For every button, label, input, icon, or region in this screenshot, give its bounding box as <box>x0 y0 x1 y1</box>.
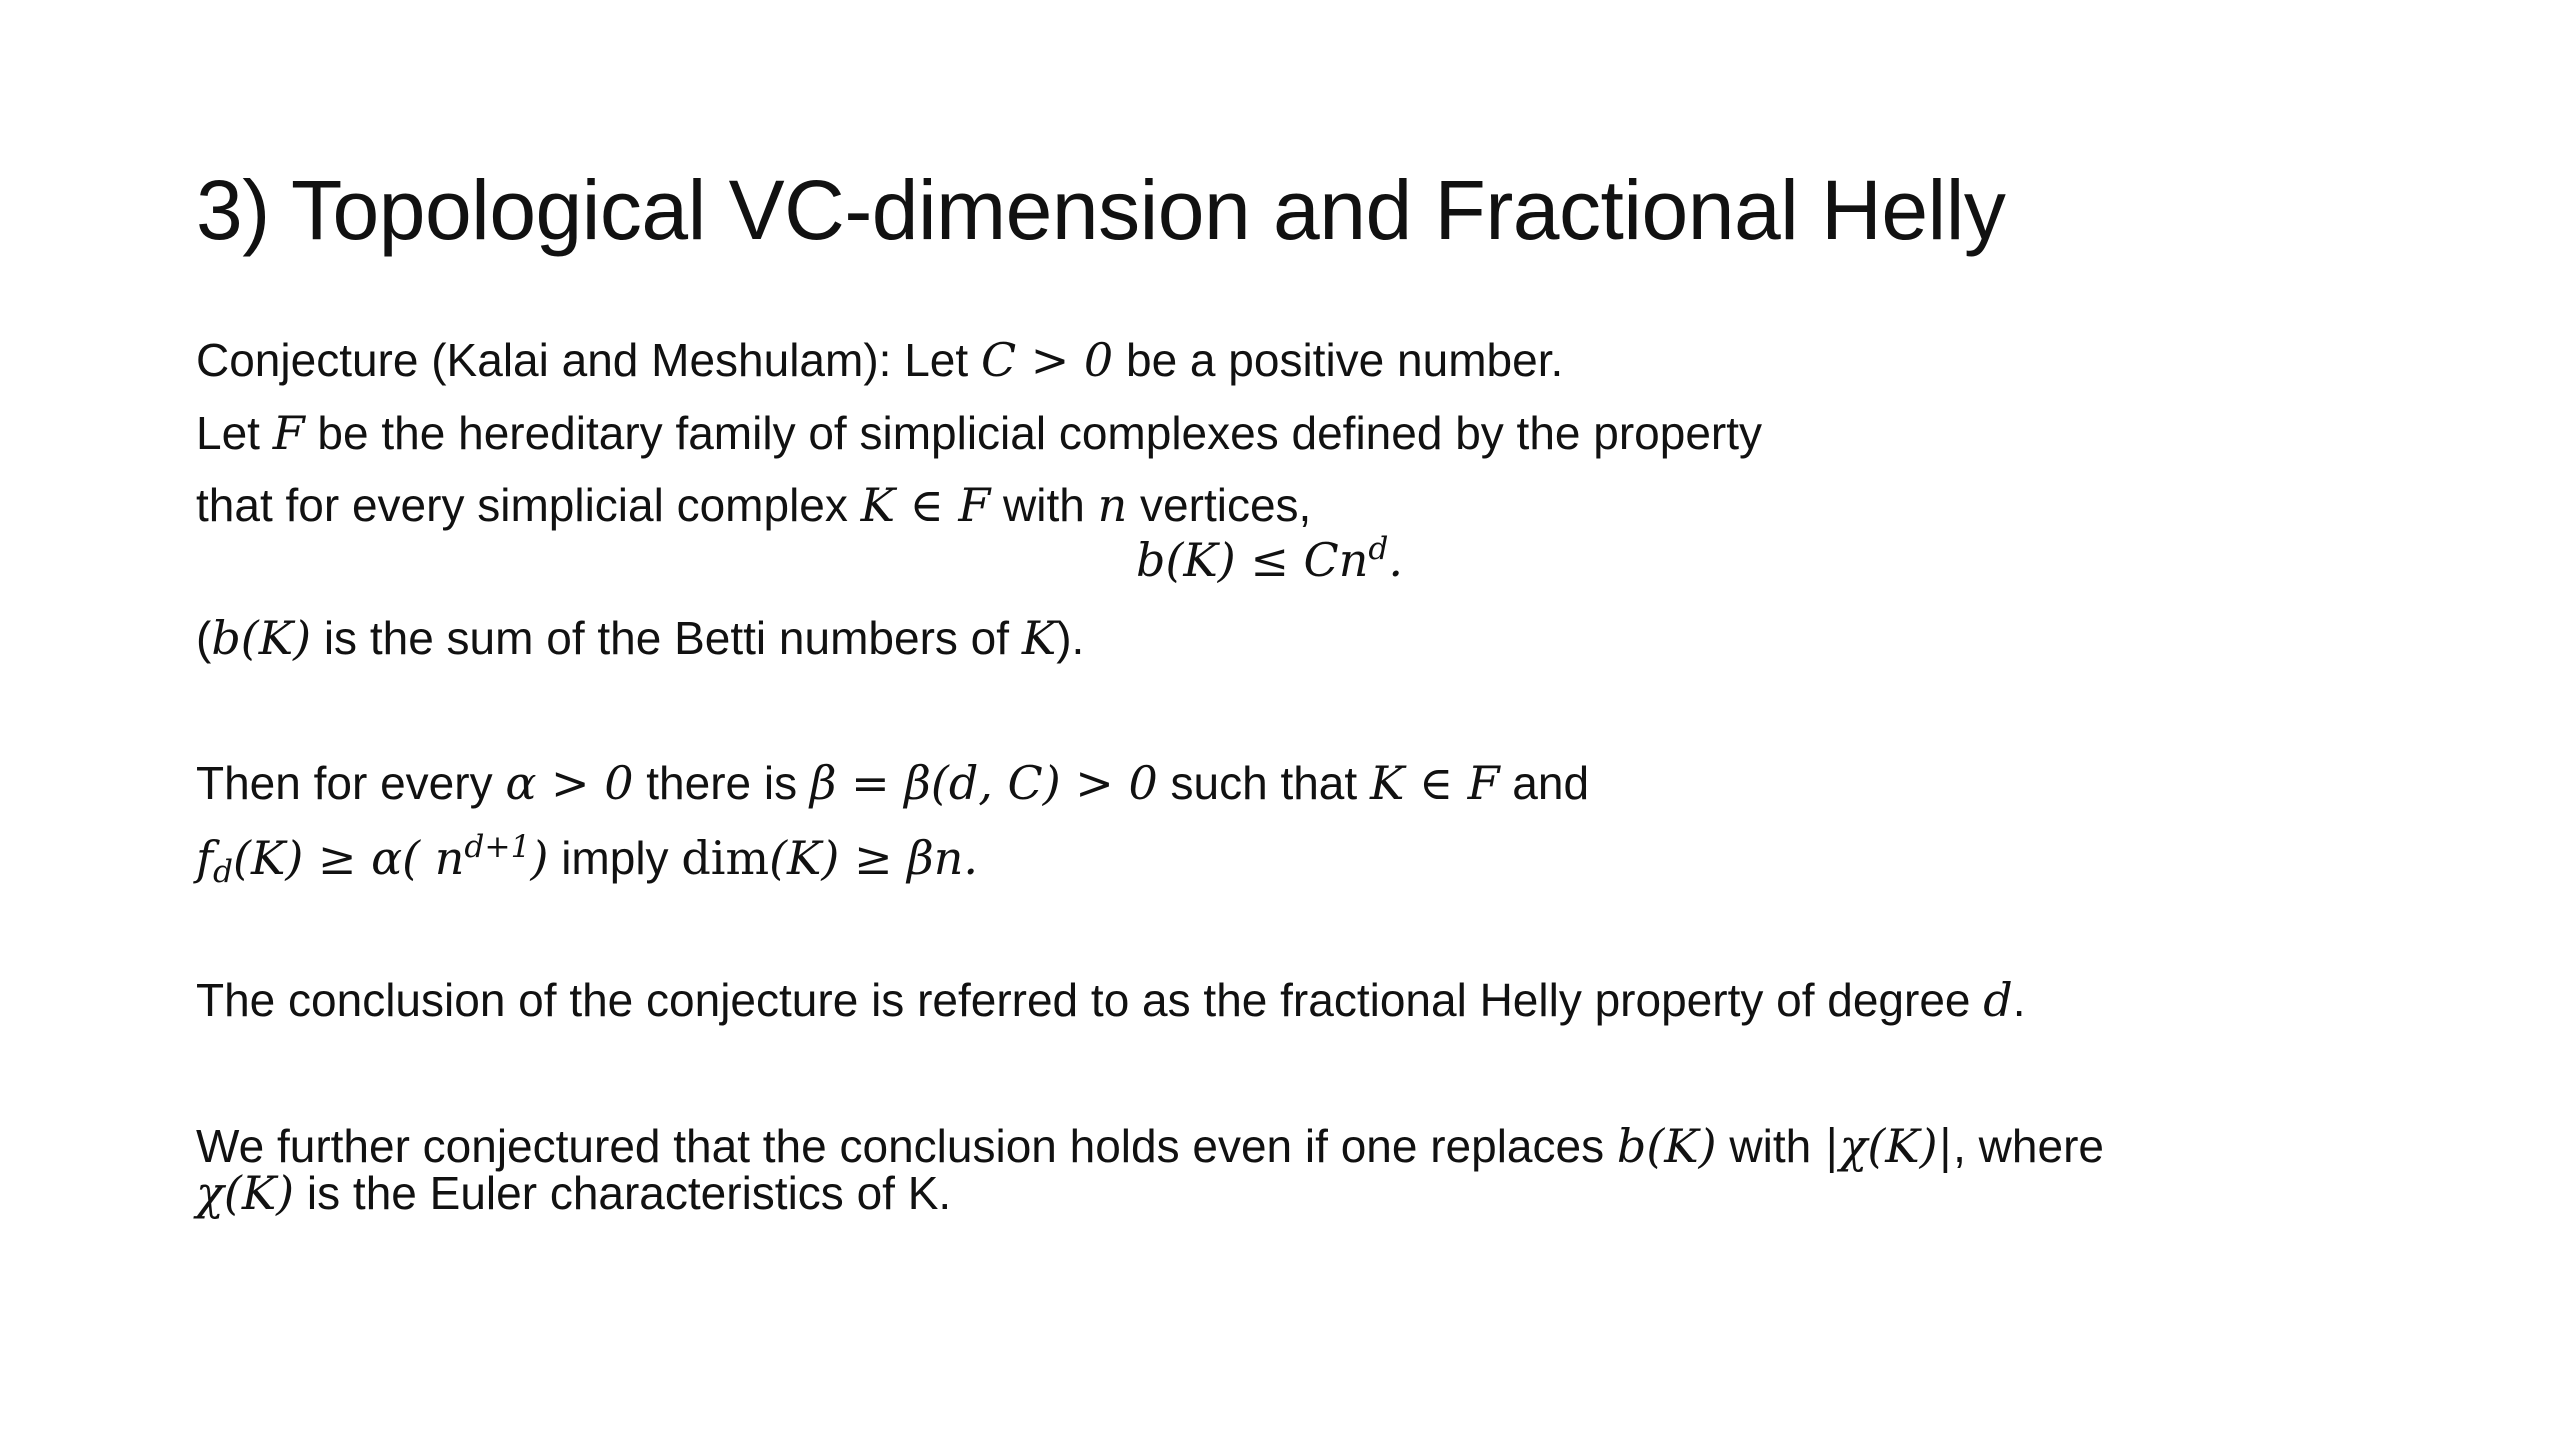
math: b(K) <box>1616 1119 1717 1173</box>
then-line-1 <box>196 753 1589 813</box>
conjecture-line-2 <box>196 403 1762 463</box>
math: α > 0 <box>505 756 634 810</box>
math: C > 0 <box>980 333 1114 387</box>
math: ) <box>530 831 549 885</box>
math: F <box>272 406 305 460</box>
text: We further conjectured that the conclusion holds even if one replaces <box>196 1120 1617 1172</box>
text: ( <box>196 612 212 664</box>
conjecture-line-3 <box>196 475 1311 535</box>
text: is the sum of the Betti numbers of <box>311 612 1022 664</box>
text: is the Euler characteristics of K. <box>294 1167 952 1219</box>
math: (K) ≥ α( n <box>233 831 465 885</box>
math: χ(K) <box>196 1166 295 1220</box>
further-line-2 <box>196 1163 951 1223</box>
text: Let <box>196 407 273 459</box>
text: with <box>1716 1120 1824 1172</box>
text: that for every simplicial complex <box>196 479 861 531</box>
slide-title: 3) Topological VC-dimension and Fractional Helly <box>196 163 2006 257</box>
math-operator: dim <box>681 831 770 885</box>
math: d <box>1983 973 2013 1027</box>
math: (K) ≥ βn. <box>769 831 978 885</box>
display-equation <box>1136 530 1403 590</box>
then-line-2 <box>196 828 978 888</box>
text: ). <box>1056 612 1085 664</box>
math: K ∈ F <box>860 478 991 532</box>
math: n <box>1097 478 1128 532</box>
math: β = β(d, C) > 0 <box>809 756 1158 810</box>
text: . <box>2012 974 2026 1026</box>
math-exponent: d+1 <box>464 828 531 865</box>
text: The conclusion of the conjecture is referred to as the fractional Helly property of degree <box>196 974 1984 1026</box>
conjecture-line-4 <box>196 608 1084 668</box>
text: and <box>1499 757 1590 809</box>
math: b(K) ≤ Cn <box>1136 533 1369 587</box>
conjecture-line-1 <box>196 330 1563 390</box>
conclusion-line <box>196 970 2026 1030</box>
math: K ∈ F <box>1369 756 1500 810</box>
math: b(K) <box>211 611 312 665</box>
text: such that <box>1157 757 1370 809</box>
math: . <box>1388 533 1403 587</box>
text: , where <box>1953 1120 2104 1172</box>
text: Conjecture (Kalai and Meshulam): Let <box>196 334 981 386</box>
math: |χ(K)| <box>1823 1119 1954 1173</box>
text: be the hereditary family of simplicial complexes defined by the property <box>304 407 1763 459</box>
text: Then for every <box>196 757 506 809</box>
text: be a positive number. <box>1113 334 1564 386</box>
math-subscript: d <box>213 853 234 890</box>
math: f <box>196 831 214 885</box>
text: vertices, <box>1127 479 1312 531</box>
math-exponent: d <box>1368 530 1389 567</box>
text: there is <box>633 757 810 809</box>
text: with <box>990 479 1098 531</box>
math: K <box>1021 611 1057 665</box>
text: imply <box>548 832 682 884</box>
